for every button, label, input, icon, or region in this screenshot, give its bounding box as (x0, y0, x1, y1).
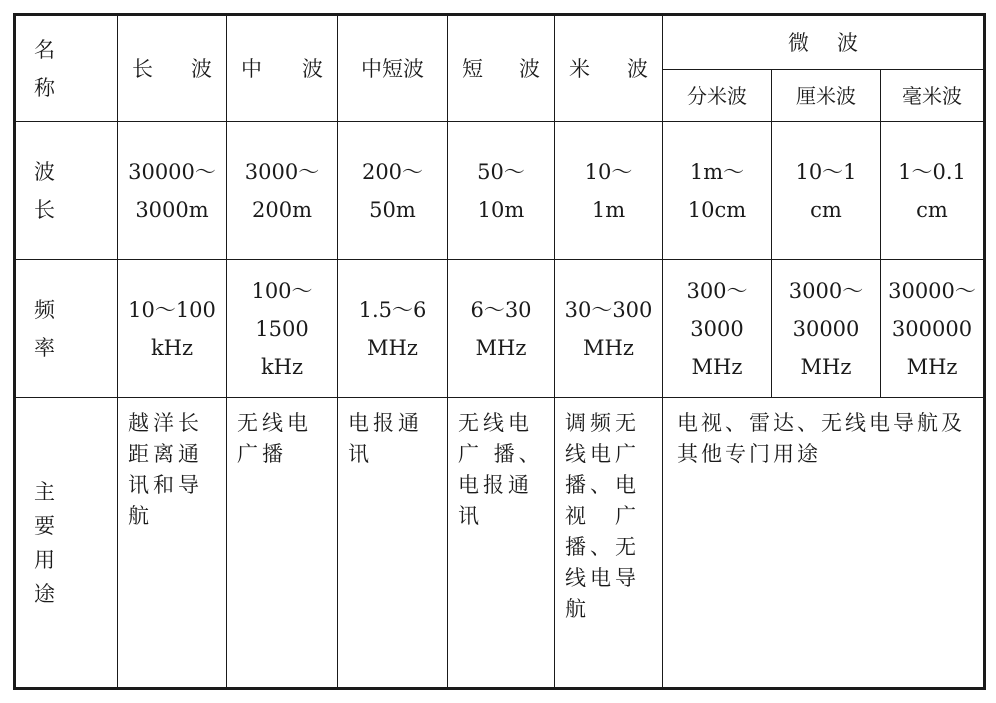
wavelength-long: 30000～ 3000m (118, 122, 227, 260)
wavelength-row (15, 122, 985, 260)
usage-meter: 调频无 线电广 播、电 视 广 播、无 线电导 航 (555, 398, 663, 689)
frequency-millimeter: 30000～ 300000 MHz (881, 260, 985, 398)
wavelength-decimeter: 1m～ 10cm (663, 122, 772, 260)
header-decimeter-wave: 分米波 (663, 70, 772, 122)
wavelength-medium-short: 200～ 50m (338, 122, 448, 260)
usage-label: 主 要 用 途 (15, 398, 118, 689)
header-microwave: 微波 (663, 15, 985, 70)
frequency-meter: 30～300 MHz (555, 260, 663, 398)
usage-medium: 无线电 广播 (227, 398, 338, 689)
wavelength-medium: 3000～ 200m (227, 122, 338, 260)
wave-band-table (13, 13, 986, 690)
frequency-long: 10～100 kHz (118, 260, 227, 398)
usage-medium-short: 电报通 讯 (338, 398, 448, 689)
header-long-wave: 长 波 (118, 15, 227, 122)
header-short-wave: 短 波 (448, 15, 555, 122)
usage-row (15, 398, 985, 689)
frequency-medium: 100～ 1500 kHz (227, 260, 338, 398)
frequency-centimeter: 3000～ 30000 MHz (772, 260, 881, 398)
wavelength-centimeter: 10～1 cm (772, 122, 881, 260)
frequency-medium-short: 1.5～6 MHz (338, 260, 448, 398)
header-name-cell: 名 称 (15, 15, 118, 122)
wavelength-short: 50～ 10m (448, 122, 555, 260)
wavelength-millimeter: 1～0.1 cm (881, 122, 985, 260)
frequency-short: 6～30 MHz (448, 260, 555, 398)
usage-short: 无线电 广 播、 电报通 讯 (448, 398, 555, 689)
frequency-decimeter: 300～ 3000 MHz (663, 260, 772, 398)
usage-microwave: 电视、雷达、无线电导航及 其他专门用途 (663, 398, 985, 689)
header-millimeter-wave: 毫米波 (881, 70, 985, 122)
header-medium-short-wave: 中短波 (338, 15, 448, 122)
wavelength-meter: 10～ 1m (555, 122, 663, 260)
header-medium-wave: 中 波 (227, 15, 338, 122)
frequency-label: 频 率 (15, 260, 118, 398)
wavelength-label: 波 长 (15, 122, 118, 260)
header-row (15, 15, 985, 70)
header-centimeter-wave: 厘米波 (772, 70, 881, 122)
header-meter-wave: 米 波 (555, 15, 663, 122)
frequency-row (15, 260, 985, 398)
usage-long: 越洋长 距离通 讯和导 航 (118, 398, 227, 689)
